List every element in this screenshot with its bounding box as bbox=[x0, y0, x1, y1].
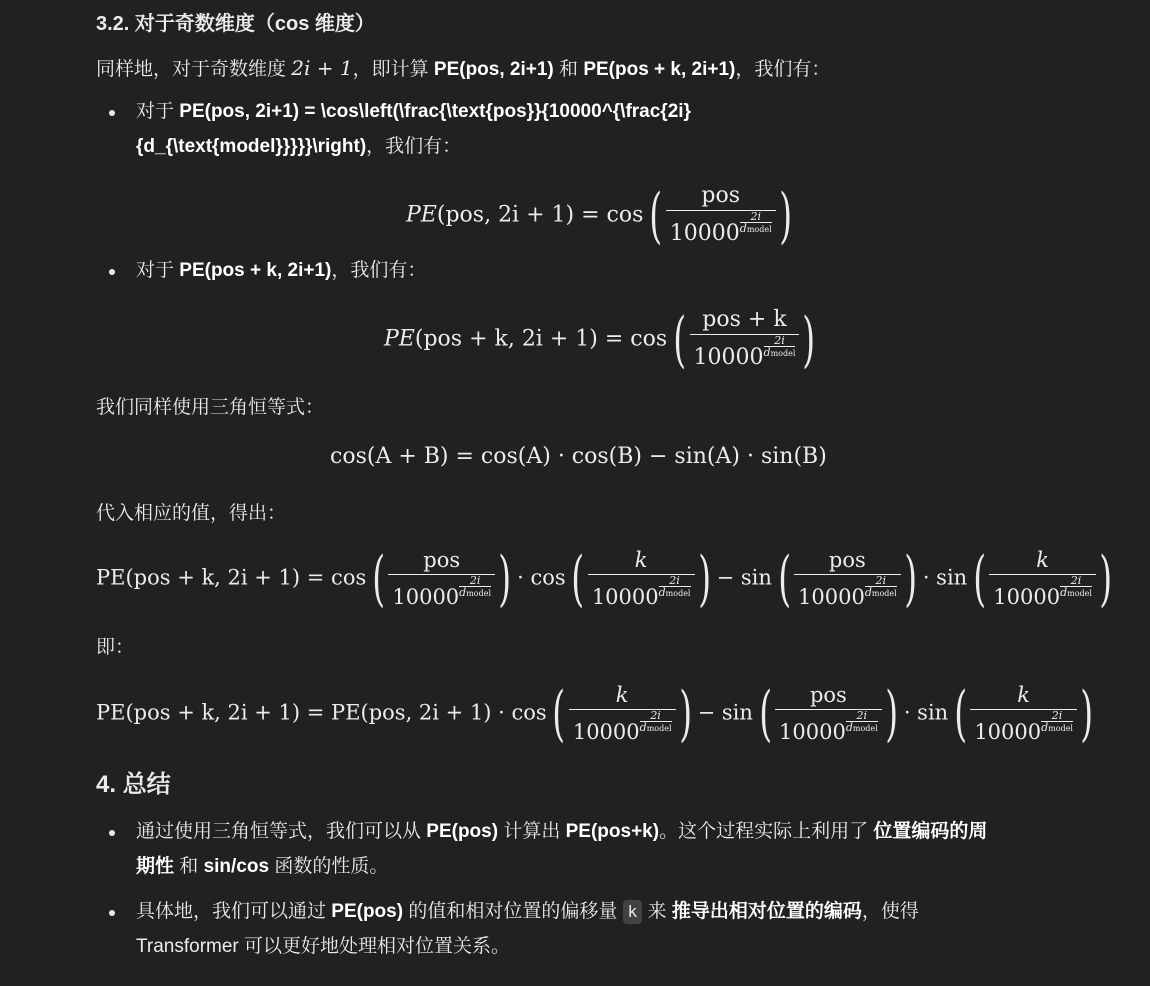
summary2-text: ，使得 bbox=[861, 901, 919, 922]
exp-d: d bbox=[739, 222, 747, 235]
bold-periodicity-cont: 期性 bbox=[136, 856, 175, 877]
exp-d: d bbox=[763, 346, 771, 359]
base: 10000 bbox=[693, 345, 764, 370]
right-paren: ) bbox=[884, 679, 898, 749]
bold-pe-pos-k: PE(pos+k) bbox=[565, 821, 660, 842]
eq-lhs: PE(pos + k, 2i + 1) = cos bbox=[96, 565, 367, 590]
ji-label: 即： bbox=[96, 637, 135, 658]
exp-num: 2i bbox=[1060, 575, 1092, 587]
inline-math-2i1: 2i + 1 bbox=[291, 56, 353, 80]
equation-1 bbox=[406, 182, 791, 249]
summary1-text: 和 bbox=[174, 856, 204, 877]
bullet2-text: 对于 bbox=[136, 260, 180, 281]
frac-denominator bbox=[989, 575, 1096, 612]
exp-den bbox=[740, 223, 772, 235]
summary1-text: 。这个过程实际上利用了 bbox=[659, 821, 874, 842]
exponent bbox=[740, 211, 772, 235]
eq-op: − sin bbox=[697, 700, 753, 725]
frac-numerator: pos bbox=[388, 546, 495, 575]
identity-intro: 我们同样使用三角恒等式： bbox=[96, 397, 325, 418]
bullet1-text: 对于 bbox=[136, 101, 180, 122]
eq-lhs: PE(pos + k, 2i + 1) = PE(pos, 2i + 1) · cos bbox=[96, 700, 547, 725]
frac-denominator bbox=[775, 710, 882, 747]
left-paren: ( bbox=[954, 679, 968, 749]
frac-numerator: pos + k bbox=[690, 306, 800, 335]
bullet-dot bbox=[109, 110, 115, 116]
left-paren: ( bbox=[758, 679, 772, 749]
left-paren: ( bbox=[973, 544, 987, 614]
exp-num: 2i bbox=[764, 335, 796, 347]
bullet1-latex-cont: {d_{\text{model}}}}}\right) bbox=[136, 136, 367, 157]
summary1-line1 bbox=[136, 818, 987, 846]
bullet1-line2 bbox=[136, 133, 461, 161]
base: 10000 bbox=[669, 221, 740, 246]
eq-args: (pos + k, 2i + 1) = cos bbox=[414, 326, 668, 352]
left-paren: ( bbox=[372, 544, 386, 614]
fraction bbox=[690, 306, 800, 373]
section-heading: 3.2. 对于奇数维度（cos 维度） bbox=[96, 13, 375, 35]
exp-den bbox=[459, 587, 491, 599]
summary1-text: 计算出 bbox=[498, 821, 566, 842]
trig-identity: cos(A + B) = cos(A) · cos(B) − sin(A) · sin(B) bbox=[330, 444, 827, 469]
intro-text: ，我们有： bbox=[735, 59, 831, 80]
bullet1-line1 bbox=[136, 98, 691, 126]
summary2-text: 的值和相对位置的偏移量 bbox=[403, 901, 623, 922]
frac-denominator bbox=[588, 575, 695, 612]
frac-denominator bbox=[569, 710, 676, 747]
eq-pe: PE bbox=[406, 202, 437, 228]
exp-d: d bbox=[1041, 721, 1049, 734]
exp-sub: model bbox=[1067, 589, 1092, 598]
frac-numerator: pos bbox=[666, 182, 776, 211]
base: 10000 bbox=[974, 720, 1042, 744]
exponent bbox=[846, 710, 878, 734]
equation-2 bbox=[384, 306, 815, 373]
fraction bbox=[666, 182, 776, 249]
frac-denominator bbox=[666, 211, 776, 249]
equation-4 bbox=[96, 681, 1092, 747]
exponent bbox=[640, 710, 672, 734]
exp-sub: model bbox=[746, 225, 772, 234]
frac-numerator: k bbox=[970, 681, 1077, 710]
exp-d: d bbox=[864, 586, 872, 599]
bold-periodicity: 位置编码的周 bbox=[873, 821, 988, 842]
frac-numerator: k bbox=[569, 681, 676, 710]
base: 10000 bbox=[572, 720, 640, 744]
exp-num: 2i bbox=[865, 575, 897, 587]
exp-den bbox=[640, 722, 672, 734]
exp-d: d bbox=[1060, 586, 1068, 599]
bold-pe-pos-k: PE(pos + k, 2i+1) bbox=[179, 260, 332, 281]
summary2-text: 具体地，我们可以通过 bbox=[136, 901, 332, 922]
summary2-line2: Transformer 可以更好地处理相对位置关系。 bbox=[136, 936, 511, 957]
eq-op: − sin bbox=[716, 565, 772, 590]
frac-denominator bbox=[388, 575, 495, 612]
exp-d: d bbox=[845, 721, 853, 734]
frac-numerator: k bbox=[588, 546, 695, 575]
fraction bbox=[775, 681, 882, 747]
right-paren: ) bbox=[1099, 544, 1113, 614]
exp-sub: model bbox=[665, 589, 691, 598]
frac-denominator bbox=[690, 335, 800, 373]
fraction bbox=[569, 681, 676, 747]
right-paren: ) bbox=[678, 679, 692, 749]
substitute-intro: 代入相应的值，得出： bbox=[96, 503, 287, 524]
right-paren: ) bbox=[903, 544, 917, 614]
fraction bbox=[970, 681, 1077, 747]
exp-num: 2i bbox=[846, 710, 878, 722]
exp-sub: model bbox=[871, 589, 897, 598]
left-paren: ( bbox=[777, 544, 791, 614]
base: 10000 bbox=[392, 585, 460, 609]
exp-num: 2i bbox=[459, 575, 491, 587]
exp-num: 2i bbox=[659, 575, 691, 587]
exp-d: d bbox=[658, 586, 666, 599]
exp-num: 2i bbox=[640, 710, 672, 722]
summary2-line1 bbox=[136, 898, 919, 926]
exp-den bbox=[1041, 722, 1073, 734]
frac-numerator: pos bbox=[775, 681, 882, 710]
bullet1-latex: PE(pos, 2i+1) = \cos\left(\frac{\text{pos}}{10000^{\frac{2i} bbox=[179, 101, 691, 122]
bold-pe-pos: PE(pos) bbox=[331, 901, 404, 922]
right-paren: ) bbox=[1080, 679, 1094, 749]
frac-denominator bbox=[794, 575, 901, 612]
base: 10000 bbox=[993, 585, 1061, 609]
bullet-dot bbox=[109, 830, 115, 836]
bullet2-line bbox=[136, 257, 426, 285]
summary1-text: 通过使用三角恒等式，我们可以从 bbox=[136, 821, 427, 842]
equation-3 bbox=[96, 546, 1111, 612]
frac-numerator: k bbox=[989, 546, 1096, 575]
exp-d: d bbox=[459, 586, 467, 599]
intro-text: 同样地，对于奇数维度 bbox=[96, 59, 292, 80]
exp-sub: model bbox=[1048, 724, 1073, 733]
bold-pe-pos: PE(pos, 2i+1) bbox=[433, 59, 554, 80]
exp-sub: model bbox=[852, 724, 878, 733]
eq-op: · cos bbox=[517, 565, 566, 590]
exp-d: d bbox=[639, 721, 647, 734]
bullet-dot bbox=[109, 269, 115, 275]
bold-derive-encoding: 推导出相对位置的编码 bbox=[671, 901, 862, 922]
intro-paragraph bbox=[96, 54, 830, 84]
intro-text: 和 bbox=[553, 59, 584, 80]
exponent bbox=[659, 575, 691, 599]
eq-op: · sin bbox=[903, 700, 949, 725]
exp-sub: model bbox=[466, 589, 492, 598]
exp-den bbox=[659, 587, 691, 599]
exp-den bbox=[846, 722, 878, 734]
left-paren: ( bbox=[571, 544, 585, 614]
intro-text: ，即计算 bbox=[352, 59, 434, 80]
right-paren: ) bbox=[778, 180, 792, 251]
bold-pe-pos: PE(pos) bbox=[426, 821, 499, 842]
eq-op: · sin bbox=[922, 565, 968, 590]
exp-sub: model bbox=[770, 349, 796, 358]
left-paren: ( bbox=[649, 180, 663, 251]
eq-args: (pos, 2i + 1) = cos bbox=[436, 202, 644, 228]
exp-den bbox=[1060, 587, 1092, 599]
left-paren: ( bbox=[673, 304, 687, 375]
exp-num: 2i bbox=[740, 211, 772, 223]
bold-sin-cos: sin/cos bbox=[203, 856, 270, 877]
summary-heading: 4. 总结 bbox=[96, 771, 171, 798]
fraction bbox=[388, 546, 495, 612]
exponent bbox=[459, 575, 491, 599]
exp-sub: model bbox=[646, 724, 672, 733]
base: 10000 bbox=[591, 585, 659, 609]
frac-numerator: pos bbox=[794, 546, 901, 575]
exponent bbox=[764, 335, 796, 359]
right-paren: ) bbox=[802, 304, 816, 375]
exponent bbox=[1041, 710, 1073, 734]
fraction bbox=[794, 546, 901, 612]
frac-denominator bbox=[970, 710, 1077, 747]
bold-pe-pos-k: PE(pos + k, 2i+1) bbox=[583, 59, 736, 80]
summary1-text: 函数的性质。 bbox=[269, 856, 389, 877]
exp-den bbox=[865, 587, 897, 599]
left-paren: ( bbox=[552, 679, 566, 749]
fraction bbox=[588, 546, 695, 612]
right-paren: ) bbox=[498, 544, 512, 614]
eq-pe: PE bbox=[384, 326, 415, 352]
base: 10000 bbox=[779, 720, 846, 744]
right-paren: ) bbox=[697, 544, 711, 614]
bullet-dot bbox=[109, 910, 115, 916]
bullet1-text: ，我们有： bbox=[366, 136, 462, 157]
exp-den bbox=[764, 347, 796, 359]
inline-code-k: k bbox=[623, 900, 643, 924]
bullet2-text: ，我们有： bbox=[331, 260, 427, 281]
base: 10000 bbox=[798, 585, 865, 609]
exponent bbox=[1060, 575, 1092, 599]
exponent bbox=[865, 575, 897, 599]
summary1-line2 bbox=[136, 853, 388, 881]
summary2-text: 来 bbox=[642, 901, 672, 922]
exp-num: 2i bbox=[1041, 710, 1073, 722]
fraction bbox=[989, 546, 1096, 612]
